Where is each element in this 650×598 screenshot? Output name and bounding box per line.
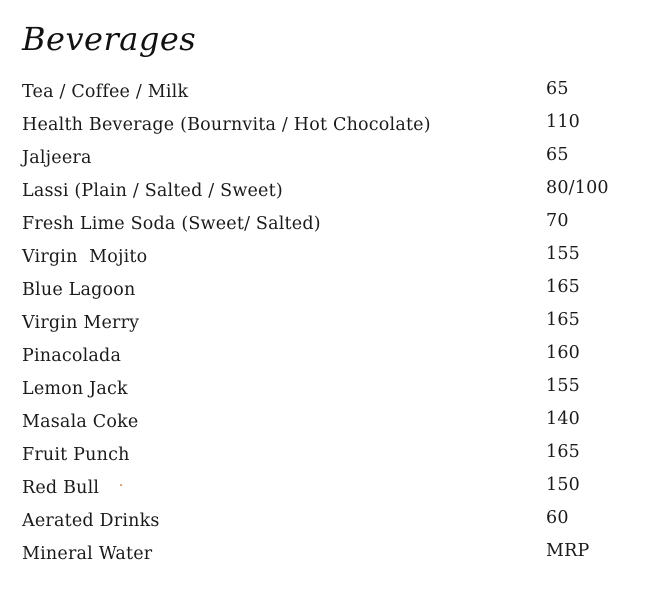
menu-row xyxy=(0,310,650,346)
item-name: Red Bull xyxy=(22,478,100,498)
item-price: 160 xyxy=(546,343,581,363)
item-name: Masala Coke xyxy=(22,412,139,432)
item-name: Jaljeera xyxy=(22,148,92,168)
page-title: Beverages xyxy=(22,20,197,58)
menu-row xyxy=(0,145,650,181)
item-name: Virgin Mojito xyxy=(22,247,148,267)
item-price: 165 xyxy=(546,277,581,297)
item-name: Virgin Merry xyxy=(22,313,140,333)
menu-row xyxy=(0,178,650,214)
menu-row xyxy=(0,343,650,379)
item-price: 165 xyxy=(546,442,581,462)
item-price: 60 xyxy=(546,508,569,528)
menu-row xyxy=(0,112,650,148)
beverage-menu-list xyxy=(0,79,650,577)
item-price: 155 xyxy=(546,244,581,264)
menu-row xyxy=(0,376,650,412)
item-price: 140 xyxy=(546,409,581,429)
item-price: 80/100 xyxy=(546,178,609,198)
item-name: Aerated Drinks xyxy=(22,511,160,531)
menu-row xyxy=(0,79,650,115)
menu-row xyxy=(0,475,650,511)
menu-row xyxy=(0,409,650,445)
item-name: Fruit Punch xyxy=(22,445,130,465)
item-name: Tea / Coffee / Milk xyxy=(22,82,189,102)
item-price: 150 xyxy=(546,475,581,495)
menu-row xyxy=(0,442,650,478)
item-name: Pinacolada xyxy=(22,346,122,366)
menu-row xyxy=(0,244,650,280)
item-price: 155 xyxy=(546,376,581,396)
item-price: 110 xyxy=(546,112,581,132)
print-speck xyxy=(120,484,122,486)
item-name: Fresh Lime Soda (Sweet/ Salted) xyxy=(22,214,321,234)
item-name: Lemon Jack xyxy=(22,379,128,399)
item-price: 165 xyxy=(546,310,581,330)
item-name: Mineral Water xyxy=(22,544,153,564)
menu-row xyxy=(0,277,650,313)
item-price: MRP xyxy=(546,541,590,561)
item-name: Lassi (Plain / Salted / Sweet) xyxy=(22,181,283,201)
menu-row xyxy=(0,541,650,577)
item-price: 70 xyxy=(546,211,569,231)
item-name: Blue Lagoon xyxy=(22,280,136,300)
item-price: 65 xyxy=(546,145,569,165)
menu-row xyxy=(0,211,650,247)
item-price: 65 xyxy=(546,79,569,99)
menu-row xyxy=(0,508,650,544)
item-name: Health Beverage (Bournvita / Hot Chocolate) xyxy=(22,115,431,135)
